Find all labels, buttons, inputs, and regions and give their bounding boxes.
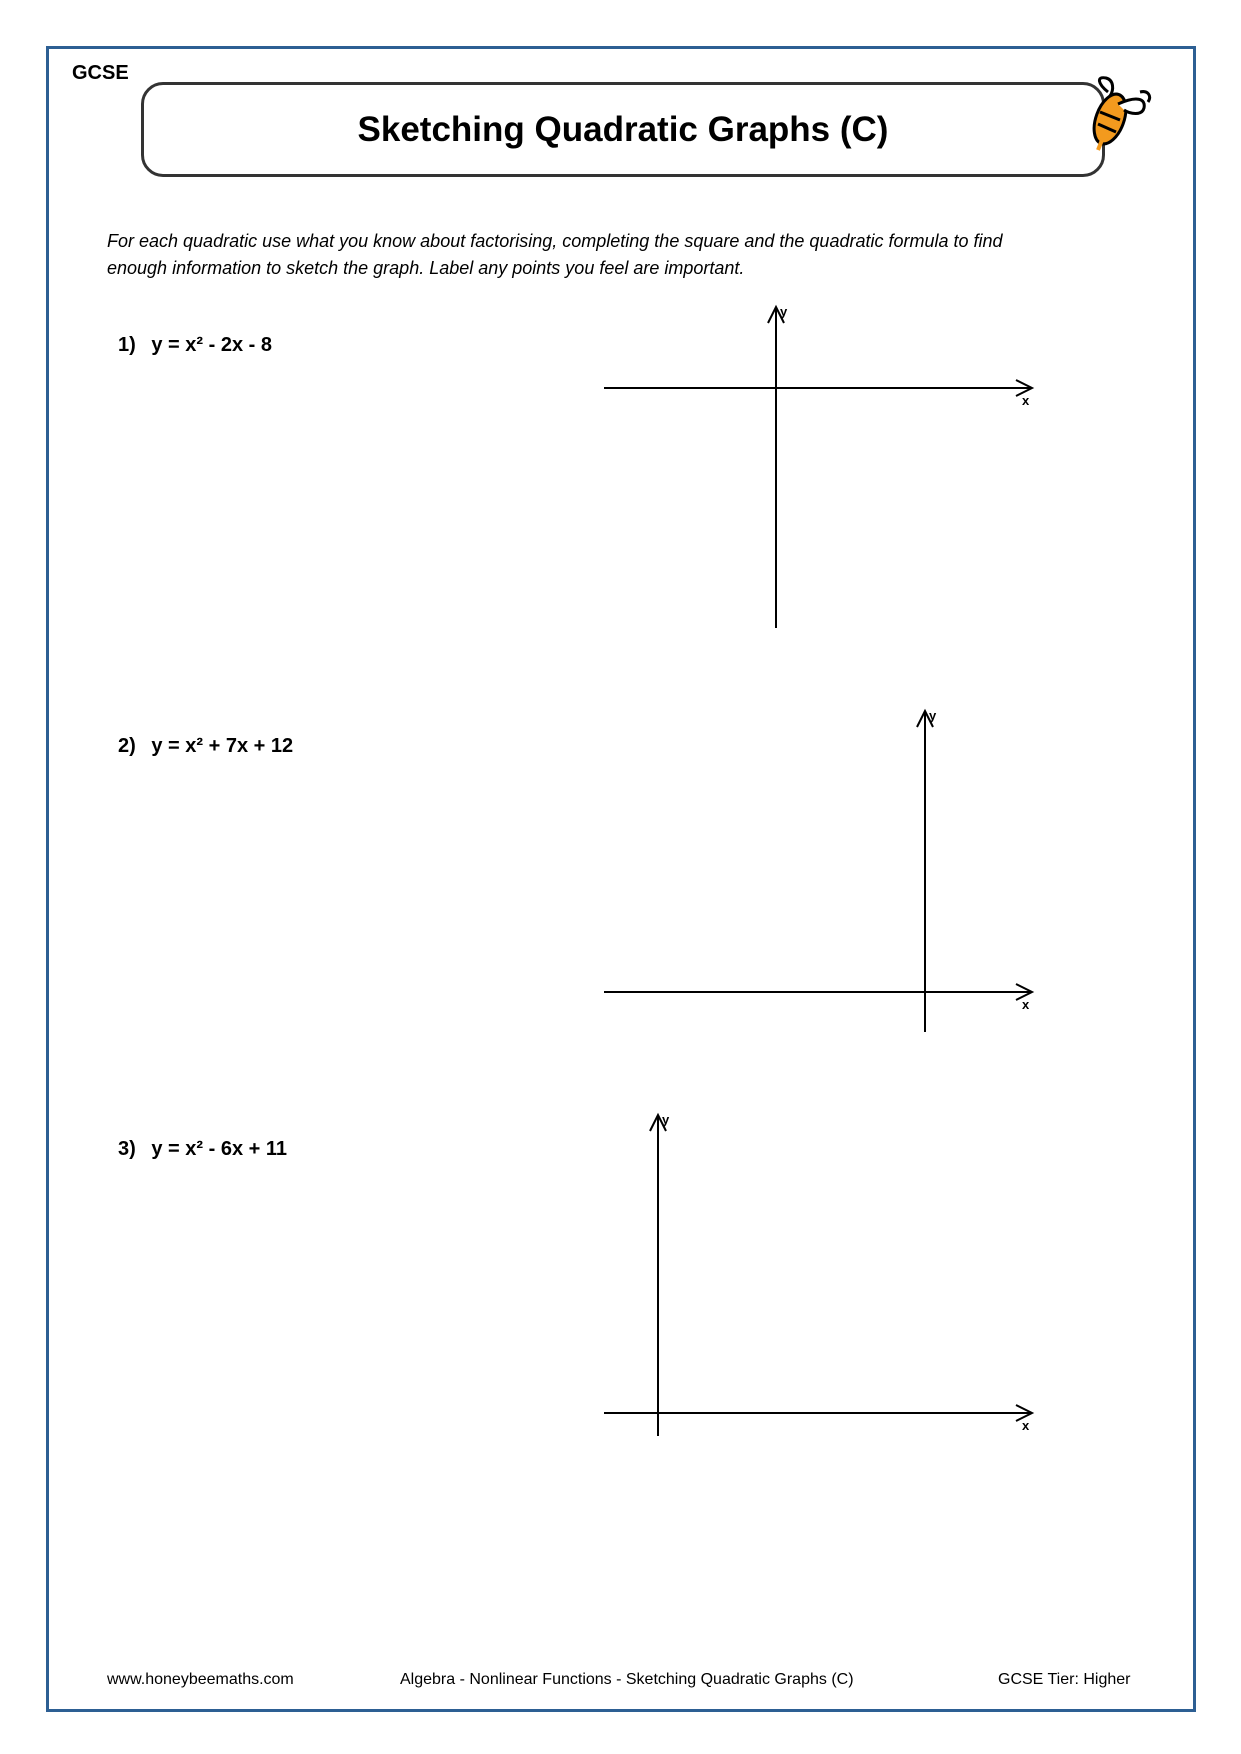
question-equation: y = x² - 2x - 8 (151, 334, 272, 356)
axes-3 (604, 1115, 1032, 1436)
question-number: 3) (118, 1138, 136, 1160)
question-equation: y = x² + 7x + 12 (151, 735, 294, 757)
footer-website: www.honeybeemaths.com (107, 1671, 294, 1688)
x-axis-label-1: x (1022, 393, 1030, 408)
question-number: 2) (118, 735, 136, 757)
x-axis-label-2: x (1022, 997, 1030, 1012)
axes-2 (604, 711, 1032, 1032)
y-axis-label-1: y (780, 304, 788, 319)
footer-topic: Algebra - Nonlinear Functions - Sketching Quadratic Graphs (C) (400, 1671, 854, 1688)
axes-1 (604, 307, 1032, 628)
footer-tier: GCSE Tier: Higher (998, 1671, 1131, 1688)
page-title: Sketching Quadratic Graphs (C) (357, 109, 889, 149)
instructions: For each quadratic use what you know about factorising, completing the square and the quadratic formula to find enough information to sketch the graph. Label any points you feel are important. (107, 231, 1003, 278)
x-axis-label-3: x (1022, 1418, 1030, 1433)
question-number: 1) (118, 334, 136, 356)
y-axis-label-3: y (662, 1112, 670, 1127)
y-axis-label-2: y (929, 708, 937, 723)
tier-tag: GCSE (72, 62, 129, 84)
question-equation: y = x² - 6x + 11 (151, 1138, 288, 1160)
